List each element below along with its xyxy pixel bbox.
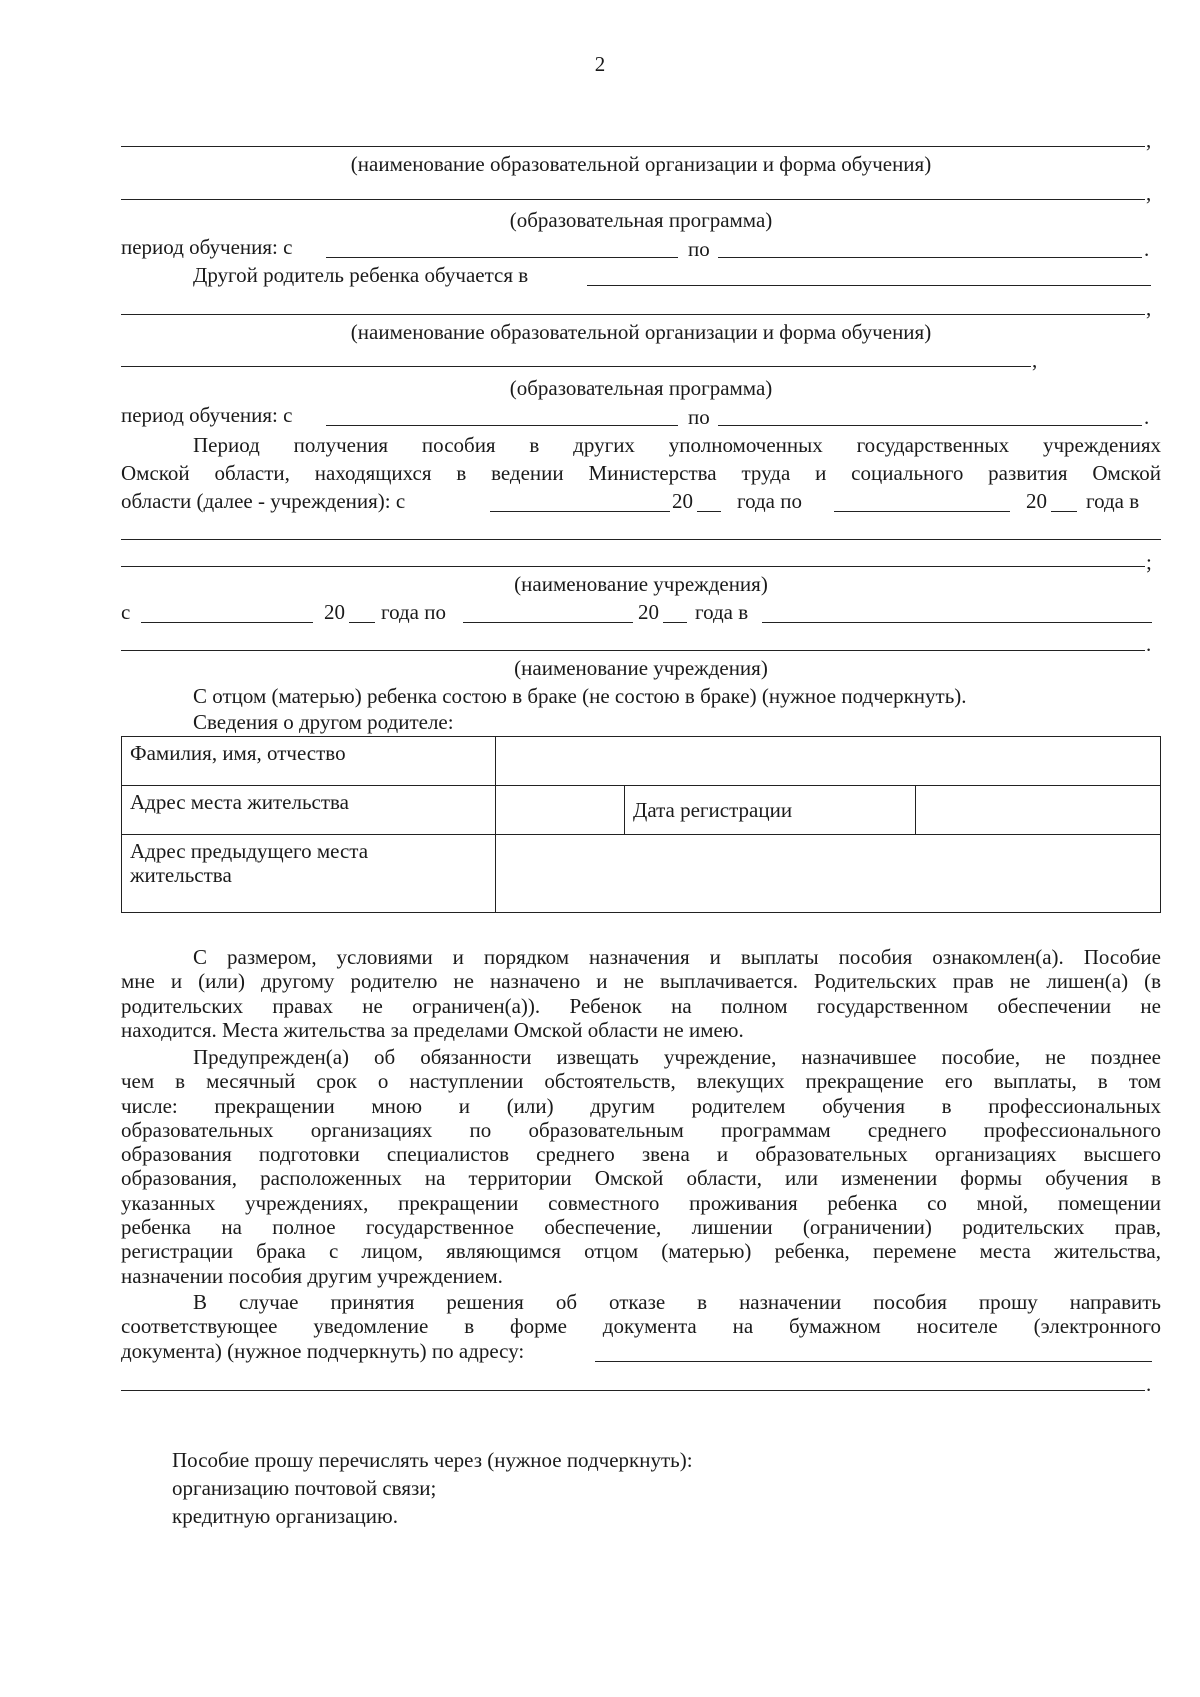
year-field[interactable] [697, 511, 721, 512]
fill-line[interactable] [121, 366, 1031, 367]
fill-line[interactable] [121, 199, 1145, 200]
year-prefix-2: 20 [1026, 489, 1047, 513]
payment-option-credit[interactable]: кредитную организацию. [172, 1504, 398, 1528]
ack-line: находится. Места жительства за пределами Омской области не имею. [121, 1017, 744, 1042]
warning-line: назначении пособия другим учреждением. [121, 1263, 503, 1288]
institution-field-2[interactable] [121, 566, 1145, 567]
warning-line: Предупрежден(а) об обязанности извещать учреждение, назначившее пособие, не позднее [193, 1045, 1161, 1069]
warning-line: ребенка на полное государственное обеспечение, лишении (ограничении) родительских прав, [121, 1215, 1161, 1240]
fio-value-cell[interactable] [496, 737, 1161, 786]
period-label: период обучения: с [121, 235, 293, 259]
benefit-from-field[interactable] [490, 511, 670, 512]
second-year-prefix: 20 [324, 600, 345, 624]
second-from-field[interactable] [141, 622, 313, 623]
caption-org-form-2: (наименование образовательной организации и форма обучения) [350, 320, 932, 344]
warning-line: образовательных организациях по образовательным программам среднего профессионального [121, 1117, 1161, 1142]
fio-label: Фамилия, имя, отчество [122, 737, 496, 786]
period-to-label-2: по [688, 405, 710, 429]
refusal-line: соответствующее уведомление в форме документа на бумажном носителе (электронного [121, 1314, 1161, 1339]
period-paragraph-line2: Омской области, находящихся в ведении Министерства труда и социального развития Омской [121, 461, 1161, 485]
ack-line: мне и (или) другому родителю не назначено и не выплачивается. Родительских прав не лишен(а) (в [121, 969, 1161, 994]
address-label: Адрес места жительства [122, 786, 496, 835]
acknowledgement-paragraph [121, 945, 1161, 1042]
comma: , [1146, 296, 1152, 320]
warning-line: указанных учреждениях, прекращении совместного проживания ребенка со мной, помещении [121, 1190, 1161, 1215]
period-paragraph-line1: Период получения пособия в других уполномоченных государственных учреждениях [193, 433, 1161, 457]
other-parent-table [121, 736, 1161, 913]
second-year-to: года по [381, 600, 446, 624]
fill-line[interactable] [121, 146, 1145, 147]
registration-date-value-cell[interactable] [916, 786, 1161, 835]
caption-program: (образовательная программа) [509, 208, 773, 232]
payment-option-post[interactable]: организацию почтовой связи; [172, 1476, 437, 1500]
period: . [1144, 237, 1150, 261]
caption-program-2: (образовательная программа) [509, 376, 773, 400]
refusal-line: В случае принятия решения об отказе в назначении пособия прошу направить [193, 1290, 1161, 1314]
warning-line: чем в месячный срок о наступлении обстоятельств, влекущих прекращение его выплаты, в том [121, 1069, 1161, 1094]
registration-date-label: Дата регистрации [625, 786, 916, 835]
second-to-field[interactable] [463, 622, 633, 623]
caption-org-form: (наименование образовательной организации и форма обучения) [350, 152, 932, 176]
period-to-label: по [688, 237, 710, 261]
warning-line: числе: прекращении мною и (или) другим родителем обучения в профессиональных [121, 1093, 1161, 1118]
other-parent-info-label: Сведения о другом родителе: [193, 710, 454, 734]
period-paragraph-line3: области (далее - учреждения): с [121, 489, 406, 513]
warning-line: образования, расположенных на территории Омской области, или изменении формы обучения в [121, 1166, 1161, 1191]
second-year-in: года в [695, 600, 749, 624]
other-parent-studies-label: Другой родитель ребенка обучается в [193, 263, 529, 287]
prev-address-value-cell[interactable] [496, 835, 1161, 913]
second-year-prefix-2: 20 [638, 600, 659, 624]
semicolon: ; [1146, 550, 1152, 574]
fill-line[interactable] [121, 314, 1145, 315]
year-in-label: года в [1086, 489, 1140, 513]
institution-field-3[interactable] [121, 650, 1145, 651]
period-to-field-2[interactable] [718, 425, 1142, 426]
caption-institution: (наименование учреждения) [514, 572, 768, 596]
marriage-line: С отцом (матерью) ребенка состою в браке (не состою в браке) (нужное подчеркнуть). [193, 684, 967, 708]
refusal-address-label: документа) (нужное подчеркнуть) по адресу: [121, 1339, 525, 1363]
comma: , [1146, 128, 1152, 152]
payment-title: Пособие прошу перечислять через (нужное подчеркнуть): [172, 1448, 693, 1472]
second-year-field-2[interactable] [663, 622, 687, 623]
prev-address-label [122, 835, 496, 913]
ack-line: С размером, условиями и порядком назначения и выплаты пособия ознакомлен(а). Пособие [193, 945, 1161, 969]
period-from-field-2[interactable] [326, 425, 678, 426]
period-label-2: период обучения: с [121, 403, 293, 427]
address-field-2[interactable] [121, 1390, 1145, 1391]
warning-line: регистрации брака с лицом, являющимся отцом (матерью) ребенка, перемене места жительства, [121, 1239, 1161, 1264]
comma: , [1032, 348, 1038, 372]
benefit-to-field[interactable] [834, 511, 1010, 512]
prev-address-line1: Адрес предыдущего места [130, 839, 369, 863]
prev-address-line2: жительства [130, 863, 232, 887]
period: . [1144, 405, 1150, 429]
warning-paragraph [121, 1045, 1161, 1288]
other-parent-institution-field[interactable] [587, 285, 1151, 286]
address-field-1[interactable] [595, 1361, 1152, 1362]
warning-line: образования подготовки специалистов среднего звена и образовательных организациях высшего [121, 1142, 1161, 1167]
period-to-field[interactable] [718, 257, 1142, 258]
caption-institution-2: (наименование учреждения) [514, 656, 768, 680]
second-year-field[interactable] [349, 622, 375, 623]
second-institution-field[interactable] [762, 622, 1152, 623]
institution-field-1[interactable] [121, 539, 1161, 540]
year-to-label: года по [737, 489, 802, 513]
refusal-paragraph [121, 1290, 1161, 1339]
comma: , [1146, 181, 1152, 205]
address-value-cell[interactable] [496, 786, 625, 835]
ack-line: родительских правах не ограничен(а)). Ребенок на полном государственном обеспечении не [121, 993, 1161, 1018]
year-prefix: 20 [672, 489, 693, 513]
second-period-from: с [121, 600, 131, 624]
year-field-2[interactable] [1051, 511, 1077, 512]
period-from-field[interactable] [326, 257, 678, 258]
period: . [1146, 1372, 1152, 1396]
period: . [1146, 632, 1152, 656]
page-number: 2 [594, 52, 606, 76]
